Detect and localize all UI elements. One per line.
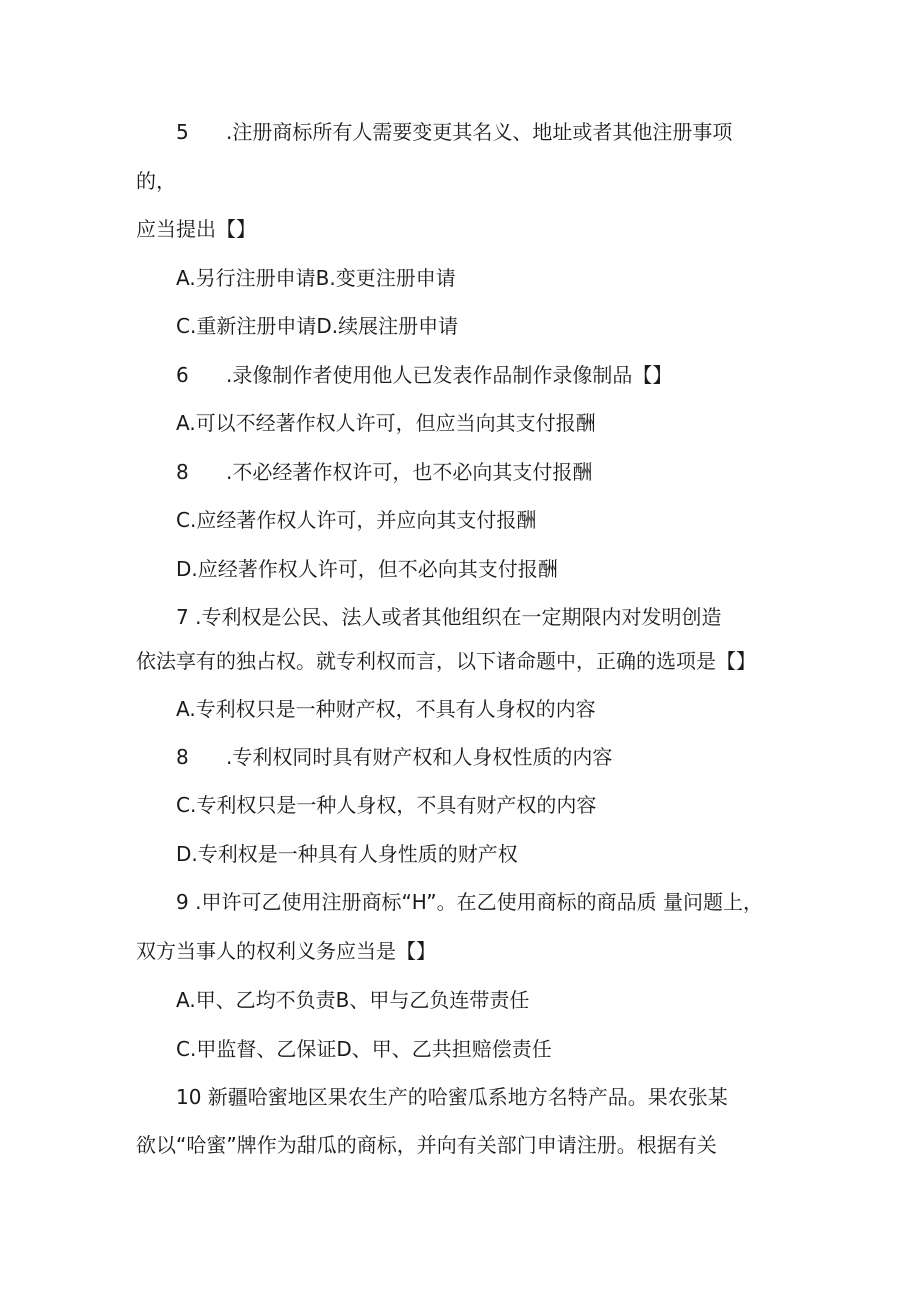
q6-number: 6 <box>176 363 189 387</box>
q7-stem-line-1: 7 .专利权是公民、法人或者其他组织在一定期限内对发明创造 <box>176 605 722 629</box>
q9-stem-line-2: 双方当事人的权利义务应当是【】 <box>136 939 436 963</box>
q9-options-ab: A.甲、乙均不负责B、甲与乙负连带责任 <box>176 988 530 1012</box>
q6-stem: 6 .录像制作者使用他人已发表作品制作录像制品【】 <box>176 363 673 387</box>
q9-stem-line-1: 9 .甲许可乙使用注册商标“H”。在乙使用商标的商品质 量问题上， <box>176 890 763 914</box>
q6-option-c: C.应经著作权人许可，并应向其支付报酬 <box>176 508 537 532</box>
q7-stem-line-2: 依法享有的独占权。就专利权而言，以下诸命题中，正确的选项是【】 <box>136 649 756 673</box>
q7-option-b-number: 8 <box>176 745 189 769</box>
q10-stem-line-2: 欲以“哈蜜”牌作为甜瓜的商标，并向有关部门申请注册。根据有关 <box>136 1133 717 1157</box>
q5-number: 5 <box>176 120 189 144</box>
q7-option-a: A.专利权只是一种财产权，不具有人身权的内容 <box>176 697 596 721</box>
q9-options-cd: C.甲监督、乙保证D、甲、乙共担赔偿责任 <box>176 1037 552 1061</box>
q5-options-cd: C.重新注册申请D.续展注册申请 <box>176 314 459 338</box>
q5-stem-line-2: 的， <box>136 169 176 193</box>
q10-stem-line-1: 10 新疆哈蜜地区果农生产的哈蜜瓜系地方名特产品。果农张某 <box>176 1085 728 1109</box>
q6-option-b-number: 8 <box>176 460 189 484</box>
q6-option-d: D.应经著作权人许可，但不必向其支付报酬 <box>176 557 558 581</box>
q6-option-a: A.可以不经著作权人许可，但应当向其支付报酬 <box>176 411 596 435</box>
q6-option-b: 8 .不必经著作权许可，也不必向其支付报酬 <box>176 460 593 484</box>
q7-option-c: C.专利权只是一种人身权，不具有财产权的内容 <box>176 793 597 817</box>
q5-stem-line-3: 应当提出【】 <box>136 217 256 241</box>
q5-stem-line-1: 5 .注册商标所有人需要变更其名义、地址或者其他注册事项 <box>176 120 733 144</box>
q7-option-b: 8 .专利权同时具有财产权和人身权性质的内容 <box>176 745 613 769</box>
q5-options-ab: A.另行注册申请B.变更注册申请 <box>176 266 456 290</box>
q7-option-d: D.专利权是一种具有人身性质的财产权 <box>176 842 518 866</box>
